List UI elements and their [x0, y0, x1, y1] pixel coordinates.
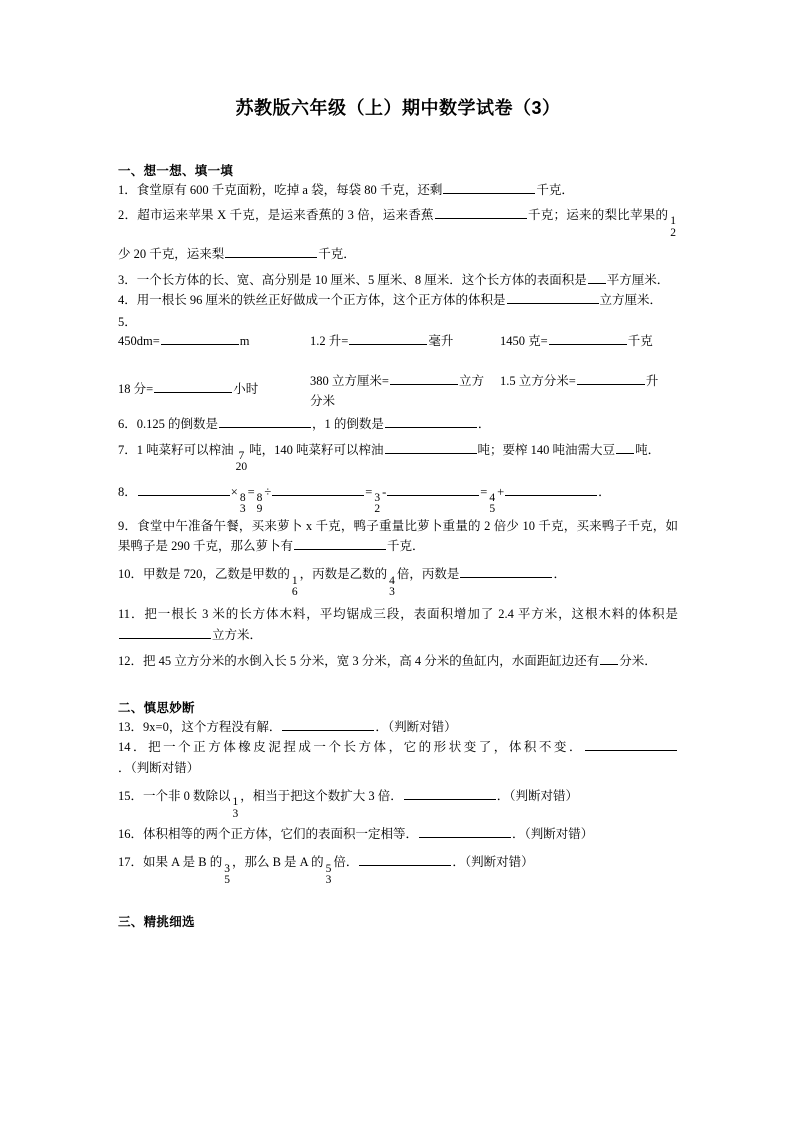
- conversion-unit: 毫升: [428, 334, 454, 349]
- question-8-equals-3: =: [480, 484, 488, 499]
- conversion-unit: 小时: [233, 382, 259, 397]
- question-6: [118, 414, 678, 434]
- question-15-end: ．（判断对错）: [496, 788, 579, 803]
- question-14: [118, 737, 678, 778]
- question-8: [118, 477, 678, 516]
- question-9-unit: 千克．: [387, 538, 425, 553]
- question-10-number: 10．: [118, 567, 144, 582]
- question-17-text: 如果 A 是 B 的: [143, 855, 223, 870]
- conversion-item: [118, 380, 303, 399]
- question-3-text: 一个长方体的长、宽、高分别是 10 厘米、5 厘米、8 厘米．这个长方体的表面积是: [136, 272, 587, 287]
- answer-blank[interactable]: [349, 333, 427, 346]
- fraction-denominator: 20: [235, 461, 248, 474]
- fraction-numerator: 7: [238, 450, 245, 463]
- question-5-conversion-grid: [118, 332, 678, 412]
- conversion-unit: 千克: [627, 334, 653, 349]
- question-6-end: ．: [477, 417, 491, 432]
- question-15-number: 15．: [118, 788, 144, 803]
- answer-blank[interactable]: [385, 416, 477, 429]
- fraction-denominator: 5: [489, 503, 496, 516]
- answer-blank[interactable]: [219, 416, 311, 429]
- fraction: [233, 797, 239, 820]
- fraction-numerator: 1: [291, 574, 298, 587]
- question-10-text: 甲数是 720，乙数是甲数的: [143, 567, 290, 582]
- conversion-item: [500, 372, 678, 391]
- question-6-text-2: ，1 的倒数是: [312, 417, 384, 432]
- conversion-prefix: 18 分=: [118, 382, 154, 397]
- fraction-denominator: 2: [670, 226, 676, 239]
- fraction-numerator: 1: [670, 215, 676, 228]
- conversion-prefix: 380 立方厘米=: [310, 374, 389, 389]
- question-1: [118, 180, 678, 200]
- question-12-text: 把 45 立方分米的水倒入长 5 分米，宽 3 分米，高 4 分米的鱼缸内，水面距缸边还有: [143, 653, 600, 668]
- question-14-number: 14．: [118, 740, 149, 755]
- question-5-number: 5．: [118, 315, 137, 330]
- section-heading-true-false: 二、慎思妙断: [118, 701, 195, 716]
- question-17-number: 17．: [118, 855, 144, 870]
- question-17-text-3: 倍．: [333, 855, 359, 870]
- conversion-item: [500, 332, 678, 351]
- conversion-unit: 升: [645, 374, 659, 389]
- question-17: [118, 847, 678, 886]
- question-12-number: 12．: [118, 653, 144, 668]
- question-8-end: ．: [598, 484, 611, 499]
- fraction-numerator: 5: [325, 862, 332, 875]
- question-3-number: 3．: [118, 272, 137, 287]
- answer-blank[interactable]: [460, 565, 552, 578]
- conversion-item: [118, 332, 303, 351]
- fraction-denominator: 6: [291, 586, 298, 599]
- answer-blank[interactable]: [119, 626, 211, 639]
- question-11-unit: 立方米．: [212, 627, 263, 642]
- question-6-text: 0.125 的倒数是: [136, 417, 219, 432]
- answer-blank[interactable]: [225, 245, 317, 258]
- question-14-text: 把一个正方体橡皮泥捏成一个长方体，它的形状变了，体积不变．: [148, 740, 584, 755]
- question-3: [118, 270, 678, 290]
- question-7-unit: 吨．: [635, 442, 661, 457]
- answer-blank[interactable]: [577, 373, 645, 386]
- fraction: [489, 493, 495, 516]
- answer-blank[interactable]: [359, 853, 451, 866]
- question-16: [118, 824, 678, 844]
- fraction-denominator: 3: [389, 586, 395, 599]
- question-1-number: 1．: [118, 182, 137, 197]
- answer-blank[interactable]: [505, 483, 597, 496]
- question-10-text-2: ，丙数是乙数的: [299, 567, 388, 582]
- question-15-text: 一个非 0 数除以: [143, 788, 231, 803]
- question-2-text: 超市运来苹果 X 千克，是运来香蕉的 3 倍，运来香蕉: [137, 207, 434, 222]
- answer-blank[interactable]: [435, 206, 527, 219]
- question-7-number: 7．: [118, 442, 137, 457]
- question-13-number: 13．: [118, 720, 144, 735]
- question-8-operator-4: +: [497, 484, 505, 499]
- answer-blank[interactable]: [549, 333, 627, 346]
- fraction-denominator: 3: [232, 807, 239, 820]
- conversion-prefix: 1.5 立方分米=: [500, 374, 576, 389]
- question-7-text-2: 吨，140 吨菜籽可以榨油: [249, 442, 384, 457]
- page-title: 苏教版六年级（上）期中数学试卷（3）: [235, 98, 561, 118]
- question-7-text-3: 吨；要榨 140 吨油需大豆: [477, 442, 616, 457]
- answer-blank[interactable]: [600, 652, 618, 665]
- fraction-numerator: 3: [224, 862, 230, 875]
- question-17-end: ．（判断对错）: [452, 855, 534, 870]
- question-2: [118, 200, 678, 270]
- fraction: [224, 864, 230, 887]
- fraction-numerator: 1: [232, 796, 239, 809]
- conversion-item: [310, 372, 495, 411]
- answer-blank[interactable]: [404, 787, 496, 800]
- fraction-numerator: 8: [239, 492, 246, 505]
- question-7: [118, 435, 678, 474]
- fraction: [326, 864, 332, 887]
- fraction-denominator: 2: [374, 503, 381, 516]
- question-2-number: 2．: [118, 207, 138, 222]
- question-4: [118, 290, 678, 310]
- question-2-text-3: 少 20 千克，运来梨: [118, 247, 225, 262]
- question-13: [118, 717, 678, 737]
- fraction-denominator: 3: [239, 503, 246, 516]
- fraction: [292, 576, 298, 599]
- answer-blank[interactable]: [616, 441, 634, 454]
- question-14-end: ．（判断对错）: [118, 760, 200, 775]
- fraction-denominator: 5: [224, 873, 230, 886]
- question-13-text: 9x=0，这个方程没有解．: [143, 720, 282, 735]
- question-16-text: 体积相等的两个正方体，它们的表面积一定相等．: [143, 826, 419, 841]
- question-2-text-2: 千克；运来的梨比苹果的: [527, 207, 669, 222]
- question-9-text: 食堂中午准备午餐，买来萝卜 x 千克，鸭子重量比萝卜重量的 2 倍少 10 千克，买来鸭子千克，如果鸭子是 290 千克，那么萝卜有: [118, 518, 678, 553]
- fraction: [236, 451, 248, 474]
- answer-blank[interactable]: [585, 739, 677, 752]
- answer-blank[interactable]: [138, 483, 230, 496]
- answer-blank[interactable]: [419, 825, 511, 838]
- fraction-denominator: 9: [256, 503, 263, 516]
- answer-blank[interactable]: [272, 483, 364, 496]
- question-4-text: 用一根长 96 厘米的铁丝正好做成一个正方体，这个正方体的体积是: [136, 292, 506, 307]
- answer-blank[interactable]: [161, 333, 239, 346]
- answer-blank[interactable]: [385, 441, 477, 454]
- question-12-unit: 分米．: [619, 653, 657, 668]
- question-1-unit: 千克．: [536, 182, 574, 197]
- question-9: [118, 516, 678, 557]
- question-8-operator-2: ÷: [264, 484, 272, 499]
- question-15-text-2: ，相当于把这个数扩大 3 倍．: [240, 788, 403, 803]
- exam-page: [118, 0, 678, 931]
- question-5-number-line: [118, 312, 678, 332]
- question-1-text: 食堂原有 600 千克面粉，吃掉 a 袋，每袋 80 千克，还剩: [136, 182, 443, 197]
- conversion-item: [310, 332, 495, 351]
- fraction-numerator: 8: [256, 492, 263, 505]
- question-3-unit: 平方厘米．: [606, 272, 670, 287]
- question-4-number: 4．: [118, 292, 137, 307]
- fraction: [670, 216, 676, 239]
- conversion-row-2: [118, 372, 678, 412]
- answer-blank[interactable]: [154, 381, 232, 394]
- conversion-prefix: 1.2 升=: [310, 334, 349, 349]
- question-8-equals-2: =: [365, 484, 373, 499]
- conversion-unit: 立方分米: [310, 374, 484, 408]
- question-11-number: 11．: [118, 607, 145, 622]
- answer-blank[interactable]: [588, 271, 606, 284]
- question-10-end: ．: [553, 567, 566, 582]
- question-8-operator-3: -: [382, 484, 387, 499]
- answer-blank[interactable]: [282, 718, 374, 731]
- question-8-operator-1: ×: [230, 484, 238, 499]
- fraction: [257, 493, 263, 516]
- answer-blank[interactable]: [387, 483, 479, 496]
- question-8-number: 8．: [118, 484, 137, 499]
- fraction-denominator: 3: [325, 873, 332, 886]
- question-6-number: 6．: [118, 417, 137, 432]
- fraction-numerator: 3: [374, 492, 381, 505]
- fraction-numerator: 4: [389, 574, 395, 587]
- question-7-text: 1 吨菜籽可以榨油: [136, 442, 234, 457]
- question-10-text-3: 倍，丙数是: [396, 567, 460, 582]
- section-heading-multiple-choice: 三、精挑细选: [118, 915, 195, 930]
- answer-blank[interactable]: [443, 181, 535, 194]
- question-12: [118, 651, 678, 671]
- answer-blank[interactable]: [390, 373, 458, 386]
- section-heading-fill-in-blanks: 一、想一想、填一填: [118, 163, 234, 178]
- question-17-text-2: ，那么 B 是 A 的: [231, 855, 324, 870]
- conversion-row-1: [118, 332, 678, 372]
- fraction: [240, 493, 246, 516]
- fraction-numerator: 4: [489, 492, 496, 505]
- conversion-prefix: 1450 克=: [500, 334, 548, 349]
- fraction: [374, 493, 380, 516]
- fraction: [389, 576, 395, 599]
- question-16-end: ．（判断对错）: [512, 826, 594, 841]
- question-4-unit: 立方厘米．: [599, 292, 663, 307]
- question-10: [118, 559, 678, 598]
- conversion-unit: m: [239, 334, 250, 349]
- answer-blank[interactable]: [507, 291, 599, 304]
- question-16-number: 16．: [118, 826, 144, 841]
- answer-blank[interactable]: [294, 537, 386, 550]
- question-9-number: 9．: [118, 518, 138, 533]
- question-11-text: 把一根长 3 米的长方体木料，平均锯成三段，表面积增加了 2.4 平方米，这根木料的体积是: [144, 607, 678, 622]
- question-11: [118, 604, 678, 645]
- conversion-prefix: 450dm=: [118, 334, 160, 349]
- question-13-end: ．（判断对错）: [375, 720, 457, 735]
- question-8-equals-1: =: [247, 484, 255, 499]
- question-2-unit: 千克．: [318, 247, 356, 262]
- question-15: [118, 781, 678, 820]
